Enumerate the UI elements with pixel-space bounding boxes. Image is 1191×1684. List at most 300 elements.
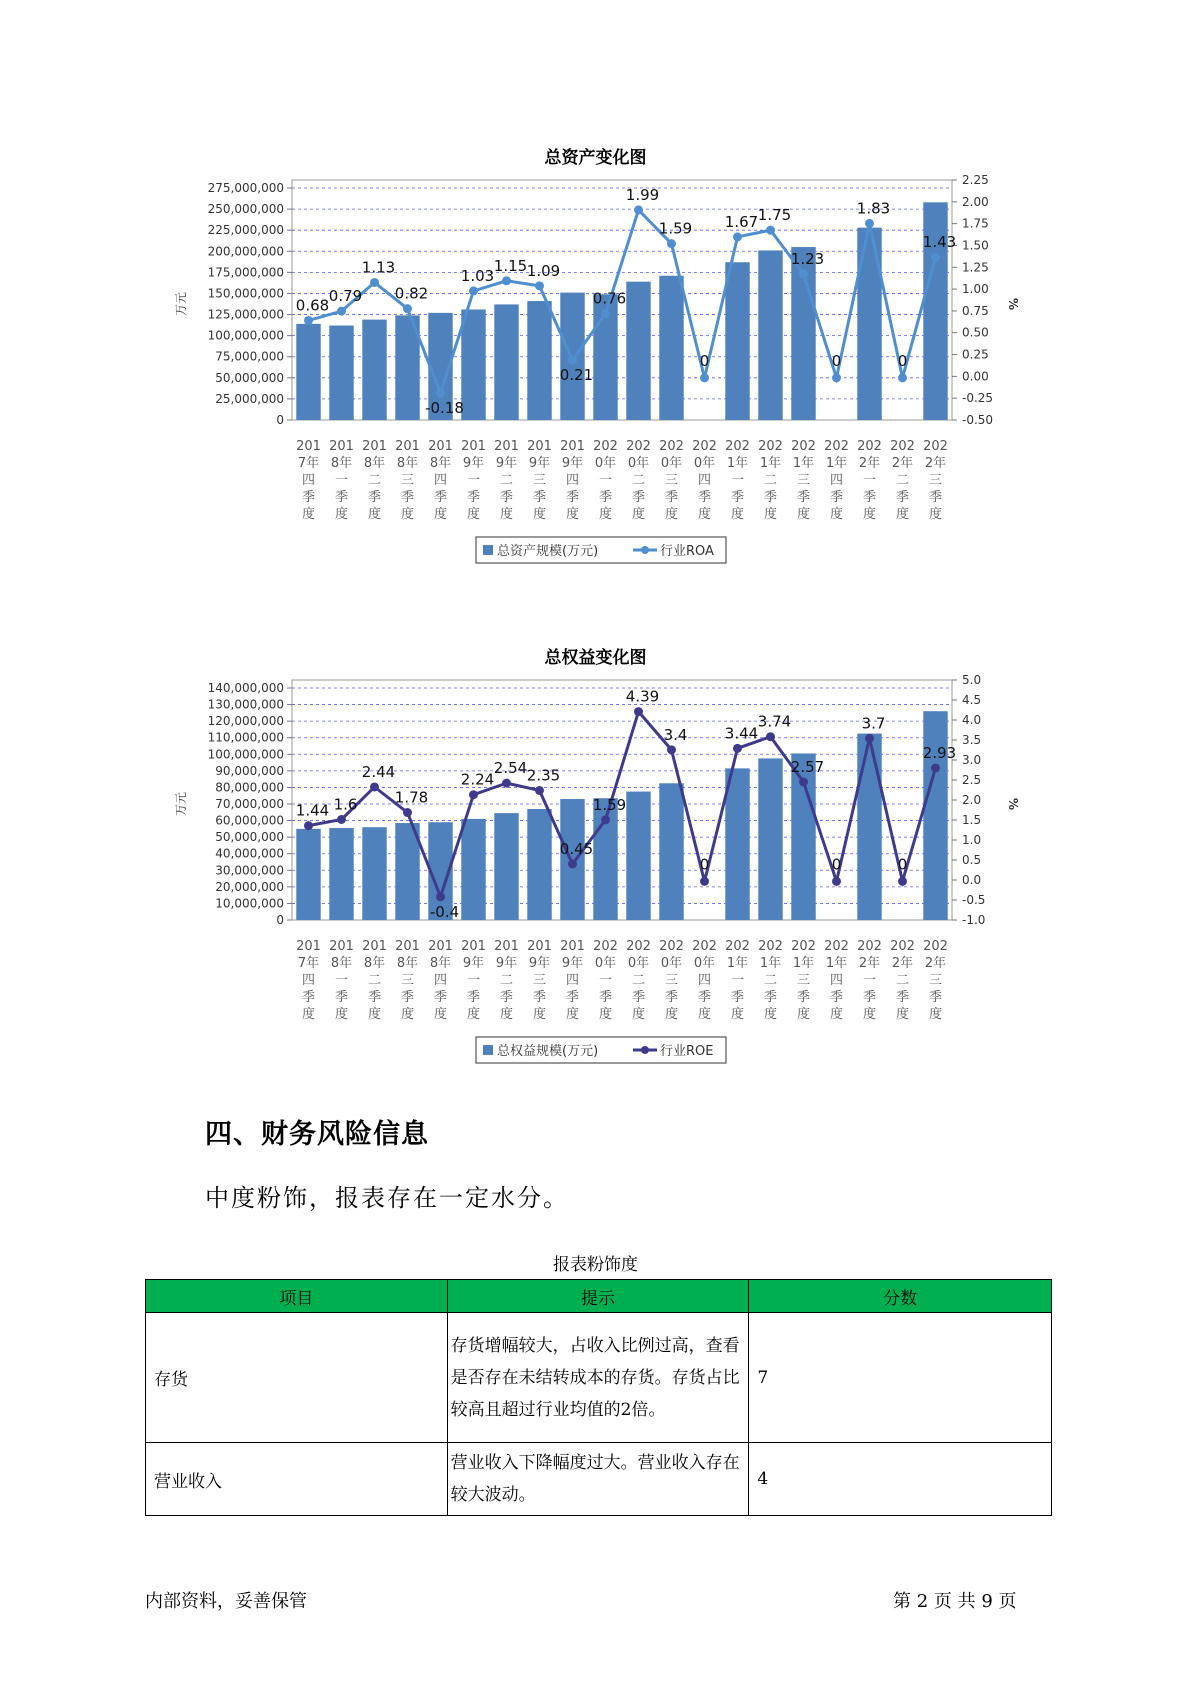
x-tick-label: 度	[664, 507, 679, 522]
x-tick-label: 0年	[660, 956, 683, 971]
x-tick-label: 1年	[825, 456, 848, 471]
y2-tick-label: 3.5	[962, 733, 982, 747]
x-tick-label: 季	[697, 990, 712, 1005]
y2-tick-label: 1.75	[962, 216, 989, 231]
x-tick-label: 9年	[561, 456, 584, 471]
line-point	[535, 281, 544, 290]
x-tick-label: 度	[565, 507, 580, 522]
data-label: -0.4	[429, 902, 460, 921]
y-tick-label: 60,000,000	[215, 813, 284, 828]
legend-line-marker	[641, 1046, 649, 1054]
y2-tick-label: 1.50	[962, 238, 989, 253]
x-tick-label: 一	[334, 473, 349, 488]
x-tick-label: 度	[598, 507, 613, 522]
line-point	[568, 356, 577, 365]
x-tick-label: 季	[895, 490, 910, 505]
x-tick-label: 二	[763, 973, 778, 988]
line-point	[304, 821, 313, 830]
x-tick-label: 9年	[495, 456, 518, 471]
x-tick-label: 201	[428, 439, 453, 454]
x-tick-label: 202	[593, 439, 618, 454]
data-label: 0	[699, 855, 710, 874]
chart-title-total-assets: 总资产变化图	[544, 148, 647, 168]
y-tick-label: 50,000,000	[215, 830, 284, 845]
bar	[296, 829, 320, 920]
x-tick-label: 四	[433, 473, 448, 488]
x-tick-label: 1年	[825, 956, 848, 971]
bar	[857, 734, 881, 920]
line-point	[502, 276, 511, 285]
y-tick-label: 110,000,000	[207, 730, 284, 745]
table-header-row	[146, 1280, 1052, 1313]
x-tick-label: 季	[499, 490, 514, 505]
x-tick-label: 202	[692, 939, 717, 954]
line-point	[403, 808, 412, 817]
y-tick-label: 40,000,000	[215, 846, 284, 861]
x-tick-label: 四	[565, 973, 580, 988]
bar	[494, 304, 518, 420]
legend-line-label: 行业ROE	[660, 1044, 714, 1059]
data-label: 1.59	[592, 795, 627, 814]
x-tick-label: 季	[301, 990, 316, 1005]
x-tick-label: 二	[895, 973, 910, 988]
x-tick-label: 0年	[660, 456, 683, 471]
x-tick-label: 四	[697, 473, 712, 488]
x-tick-label: 201	[560, 439, 585, 454]
data-label: 2.44	[361, 762, 396, 781]
x-tick-label: 度	[862, 1007, 877, 1022]
x-tick-label: 季	[565, 490, 580, 505]
section-body: 中度粉饰，报表存在一定水分。	[205, 1184, 569, 1212]
legend-bar-label: 总资产规模(万元)	[497, 544, 599, 559]
y-tick-label: 225,000,000	[207, 223, 284, 238]
line-point	[931, 764, 940, 773]
x-tick-label: 季	[334, 490, 349, 505]
x-tick-label: 度	[895, 507, 910, 522]
x-tick-label: 四	[829, 473, 844, 488]
line-point	[601, 309, 610, 318]
x-tick-label: 202	[824, 439, 849, 454]
x-tick-label: 202	[692, 439, 717, 454]
data-label: 0	[699, 351, 710, 370]
bar	[362, 827, 386, 920]
x-tick-label: 二	[895, 473, 910, 488]
x-tick-label: 度	[730, 507, 745, 522]
y-tick-label: 90,000,000	[215, 763, 284, 778]
line-point	[931, 253, 940, 262]
legend-bar-label: 总权益规模(万元)	[497, 1044, 599, 1059]
data-label: 0	[897, 855, 908, 874]
x-tick-label: 201	[461, 939, 486, 954]
line-point	[733, 744, 742, 753]
x-tick-label: 三	[664, 473, 679, 488]
row-score: 7	[749, 1313, 1052, 1443]
x-tick-label: 0年	[693, 456, 716, 471]
y-tick-label: 275,000,000	[207, 181, 284, 195]
x-tick-label: 9年	[561, 956, 584, 971]
line-point	[337, 307, 346, 316]
bar	[461, 309, 485, 420]
x-tick-label: 202	[791, 439, 816, 454]
data-label: 0.76	[592, 289, 627, 308]
x-tick-label: 202	[923, 439, 948, 454]
x-tick-label: 202	[923, 939, 948, 954]
bar	[494, 813, 518, 920]
line-point	[832, 373, 841, 382]
x-tick-label: 一	[862, 473, 877, 488]
line-point	[766, 732, 775, 741]
x-tick-label: 度	[400, 507, 415, 522]
x-tick-label: 7年	[297, 456, 320, 471]
y2-tick-label: 4.0	[962, 713, 982, 727]
bar	[758, 758, 782, 920]
data-label: 1.99	[625, 185, 660, 204]
y2-tick-label: 2.00	[962, 194, 989, 209]
y-tick-label: 10,000,000	[215, 896, 284, 911]
data-label: 0	[897, 351, 908, 370]
x-tick-label: 三	[532, 973, 547, 988]
x-tick-label: 0年	[594, 456, 617, 471]
data-label: 0.68	[295, 296, 330, 315]
x-tick-label: 四	[301, 973, 316, 988]
x-tick-label: 202	[890, 439, 915, 454]
x-tick-label: 季	[763, 990, 778, 1005]
data-label: 0.21	[559, 366, 594, 385]
x-tick-label: 202	[659, 439, 684, 454]
y2-axis-label: %	[1006, 297, 1020, 311]
x-tick-label: 201	[296, 939, 321, 954]
x-tick-label: 1年	[792, 456, 815, 471]
x-tick-label: 7年	[297, 956, 320, 971]
header-score: 分数	[749, 1280, 1052, 1313]
line-point	[898, 373, 907, 382]
bar	[461, 819, 485, 920]
table-row	[146, 1443, 1052, 1516]
x-tick-label: 2年	[858, 456, 881, 471]
data-label: 0.82	[394, 284, 429, 303]
line-point	[766, 226, 775, 235]
x-tick-label: 度	[697, 1007, 712, 1022]
line-point	[634, 707, 643, 716]
x-tick-label: 度	[400, 1007, 415, 1022]
legend	[476, 537, 726, 563]
x-tick-label: 季	[664, 490, 679, 505]
x-tick-label: 202	[626, 939, 651, 954]
footer-page-number: 第 2 页 共 9 页	[893, 1591, 1017, 1612]
y2-tick-label: 0.75	[962, 303, 989, 318]
x-tick-label: 201	[395, 439, 420, 454]
x-tick-label: 度	[928, 507, 943, 522]
data-label: 1.03	[460, 266, 495, 285]
y2-tick-label: 1.00	[962, 282, 989, 297]
x-tick-label: 四	[829, 973, 844, 988]
x-tick-label: 度	[697, 507, 712, 522]
y-tick-label: 140,000,000	[207, 681, 284, 695]
line-point	[865, 734, 874, 743]
x-tick-label: 季	[829, 490, 844, 505]
data-label: 4.39	[625, 687, 660, 706]
total-equity-chart	[0, 675, 1191, 1095]
x-tick-label: 度	[631, 507, 646, 522]
x-tick-label: 四	[301, 473, 316, 488]
line-point	[832, 877, 841, 886]
line-point	[337, 815, 346, 824]
x-tick-label: 一	[466, 473, 481, 488]
data-label: 1.15	[493, 256, 528, 275]
legend-bar-swatch	[483, 545, 493, 555]
y2-tick-label: 1.5	[962, 813, 982, 827]
data-label: 0.45	[559, 839, 594, 858]
x-tick-label: 2年	[891, 456, 914, 471]
y-axis-label: 万元	[174, 291, 188, 317]
x-tick-label: 季	[763, 490, 778, 505]
data-label: 3.7	[861, 714, 886, 733]
bar	[626, 282, 650, 420]
x-tick-label: 度	[301, 507, 316, 522]
y-tick-label: 100,000,000	[207, 747, 284, 762]
x-tick-label: 三	[928, 473, 943, 488]
x-tick-label: 202	[725, 439, 750, 454]
x-tick-label: 1年	[726, 956, 749, 971]
y2-tick-label: 2.25	[962, 175, 989, 187]
x-tick-label: 季	[466, 490, 481, 505]
x-tick-label: 季	[631, 490, 646, 505]
x-tick-label: 二	[367, 473, 382, 488]
data-label: 1.6	[333, 795, 358, 814]
x-tick-label: 季	[928, 490, 943, 505]
section-heading: 四、财务风险信息	[205, 1119, 429, 1150]
x-tick-label: 季	[598, 990, 613, 1005]
x-tick-label: 三	[400, 473, 415, 488]
x-tick-label: 201	[428, 939, 453, 954]
data-label: 2.57	[790, 757, 825, 776]
line-point	[667, 745, 676, 754]
y-tick-label: 200,000,000	[207, 244, 284, 259]
x-tick-label: 三	[796, 973, 811, 988]
x-tick-label: 度	[829, 507, 844, 522]
y2-tick-label: 2.5	[962, 773, 982, 787]
line-point	[535, 786, 544, 795]
table-row	[146, 1313, 1052, 1443]
x-tick-label: 三	[400, 973, 415, 988]
x-tick-label: 二	[499, 473, 514, 488]
data-label: 1.44	[295, 801, 330, 820]
x-tick-label: 1年	[759, 456, 782, 471]
y2-tick-label: 3.0	[962, 753, 982, 767]
y-tick-label: 100,000,000	[207, 328, 284, 343]
x-tick-label: 9年	[462, 956, 485, 971]
x-tick-label: 季	[334, 990, 349, 1005]
x-tick-label: 季	[664, 990, 679, 1005]
x-tick-label: 度	[631, 1007, 646, 1022]
y2-tick-label: 2.0	[962, 793, 982, 807]
y2-tick-label: 0.0	[962, 873, 982, 887]
data-label: 1.67	[724, 212, 759, 231]
x-tick-label: 201	[362, 939, 387, 954]
data-label: 2.93	[922, 744, 957, 763]
x-tick-label: 201	[527, 939, 552, 954]
total-assets-chart	[0, 175, 1191, 595]
x-tick-label: 8年	[396, 456, 419, 471]
y2-axis-label: %	[1006, 797, 1020, 811]
x-tick-label: 度	[466, 1007, 481, 1022]
x-tick-label: 度	[796, 507, 811, 522]
line-point	[733, 232, 742, 241]
legend-line-label: 行业ROA	[660, 544, 714, 559]
line-point	[898, 877, 907, 886]
x-tick-label: 四	[697, 973, 712, 988]
x-tick-label: 度	[895, 1007, 910, 1022]
data-label: 2.35	[526, 766, 561, 785]
x-tick-label: 一	[598, 473, 613, 488]
x-tick-label: 一	[730, 973, 745, 988]
line-point	[700, 877, 709, 886]
x-tick-label: 201	[296, 439, 321, 454]
x-tick-label: 201	[329, 439, 354, 454]
x-tick-label: 202	[758, 939, 783, 954]
x-tick-label: 202	[890, 939, 915, 954]
x-tick-label: 季	[532, 990, 547, 1005]
legend-line-marker	[641, 546, 649, 554]
x-tick-label: 季	[631, 990, 646, 1005]
x-tick-label: 202	[659, 939, 684, 954]
data-label: 1.13	[361, 258, 396, 277]
line-point	[568, 859, 577, 868]
x-tick-label: 季	[895, 990, 910, 1005]
bar	[725, 768, 749, 920]
line-point	[865, 219, 874, 228]
y2-tick-label: -0.25	[962, 391, 994, 406]
x-tick-label: 度	[499, 1007, 514, 1022]
data-label: 2.54	[493, 759, 528, 778]
risk-table	[145, 1279, 1052, 1516]
x-tick-label: 1年	[759, 956, 782, 971]
chart-title-total-equity: 总权益变化图	[544, 648, 647, 668]
x-tick-label: 一	[334, 973, 349, 988]
y-tick-label: 70,000,000	[215, 797, 284, 811]
data-label: 1.59	[658, 219, 693, 238]
bar	[329, 326, 353, 420]
bar	[725, 262, 749, 420]
x-tick-label: 季	[433, 490, 448, 505]
y-tick-label: 0	[276, 913, 284, 927]
line-point	[469, 790, 478, 799]
x-tick-label: 季	[730, 990, 745, 1005]
x-tick-label: 季	[862, 990, 877, 1005]
x-tick-label: 三	[664, 973, 679, 988]
x-tick-label: 度	[565, 1007, 580, 1022]
x-tick-label: 四	[433, 973, 448, 988]
x-tick-label: 202	[626, 439, 651, 454]
x-tick-label: 度	[334, 1007, 349, 1022]
line-point	[502, 779, 511, 788]
data-label: 0	[831, 351, 842, 370]
x-tick-label: 季	[532, 490, 547, 505]
header-hint: 提示	[447, 1280, 749, 1313]
line-point	[700, 373, 709, 382]
x-tick-label: 度	[730, 1007, 745, 1022]
y-tick-label: 175,000,000	[207, 265, 284, 280]
row-item: 营业收入	[146, 1443, 448, 1516]
data-label: 3.44	[724, 724, 759, 743]
x-tick-label: 二	[367, 973, 382, 988]
y-tick-label: 75,000,000	[215, 349, 284, 364]
x-tick-label: 201	[395, 939, 420, 954]
x-tick-label: 季	[433, 990, 448, 1005]
x-tick-label: 度	[433, 1007, 448, 1022]
row-item: 存货	[146, 1313, 448, 1443]
x-tick-label: 季	[697, 490, 712, 505]
x-tick-label: 度	[367, 1007, 382, 1022]
data-label: 3.74	[757, 712, 792, 731]
x-tick-label: 度	[301, 1007, 316, 1022]
footer-confidential: 内部资料，妥善保管	[145, 1591, 307, 1612]
y2-tick-label: -0.5	[962, 893, 986, 907]
x-tick-label: 四	[565, 473, 580, 488]
x-tick-label: 二	[631, 473, 646, 488]
line-point	[370, 782, 379, 791]
x-tick-label: 季	[400, 990, 415, 1005]
x-tick-label: 201	[527, 439, 552, 454]
data-label: 1.75	[757, 206, 792, 225]
x-tick-label: 季	[367, 490, 382, 505]
x-tick-label: 度	[796, 1007, 811, 1022]
x-tick-label: 季	[367, 990, 382, 1005]
row-hint: 营业收入下降幅度过大。营业收入存在较大波动。	[447, 1443, 749, 1516]
x-tick-label: 8年	[429, 456, 452, 471]
data-label: 2.24	[460, 770, 495, 789]
x-tick-label: 一	[862, 973, 877, 988]
x-tick-label: 季	[400, 490, 415, 505]
x-tick-label: 201	[494, 439, 519, 454]
x-tick-label: 度	[862, 507, 877, 522]
x-tick-label: 度	[928, 1007, 943, 1022]
x-tick-label: 202	[725, 939, 750, 954]
x-tick-label: 季	[499, 990, 514, 1005]
y2-tick-label: 1.25	[962, 260, 989, 275]
x-tick-label: 季	[796, 990, 811, 1005]
x-tick-label: 季	[862, 490, 877, 505]
data-label: -0.18	[425, 399, 464, 418]
x-tick-label: 度	[763, 507, 778, 522]
x-tick-label: 三	[796, 473, 811, 488]
y2-tick-label: 4.5	[962, 693, 982, 707]
x-tick-label: 8年	[396, 956, 419, 971]
x-tick-label: 二	[763, 473, 778, 488]
line-point	[370, 278, 379, 287]
y2-tick-label: 0.25	[962, 347, 989, 362]
x-tick-label: 202	[857, 939, 882, 954]
x-tick-label: 三	[928, 973, 943, 988]
x-tick-label: 度	[334, 507, 349, 522]
x-tick-label: 202	[824, 939, 849, 954]
y-tick-label: 30,000,000	[215, 863, 284, 878]
x-tick-label: 202	[791, 939, 816, 954]
line-point	[436, 892, 445, 901]
x-tick-label: 季	[829, 990, 844, 1005]
x-tick-label: 202	[593, 939, 618, 954]
header-item: 项目	[146, 1280, 448, 1313]
x-tick-label: 度	[499, 507, 514, 522]
line-point	[601, 815, 610, 824]
x-tick-label: 2年	[858, 956, 881, 971]
line-point	[304, 316, 313, 325]
x-tick-label: 9年	[495, 956, 518, 971]
bar	[758, 250, 782, 420]
bar	[659, 783, 683, 920]
bar	[362, 320, 386, 420]
y-tick-label: 80,000,000	[215, 780, 284, 795]
